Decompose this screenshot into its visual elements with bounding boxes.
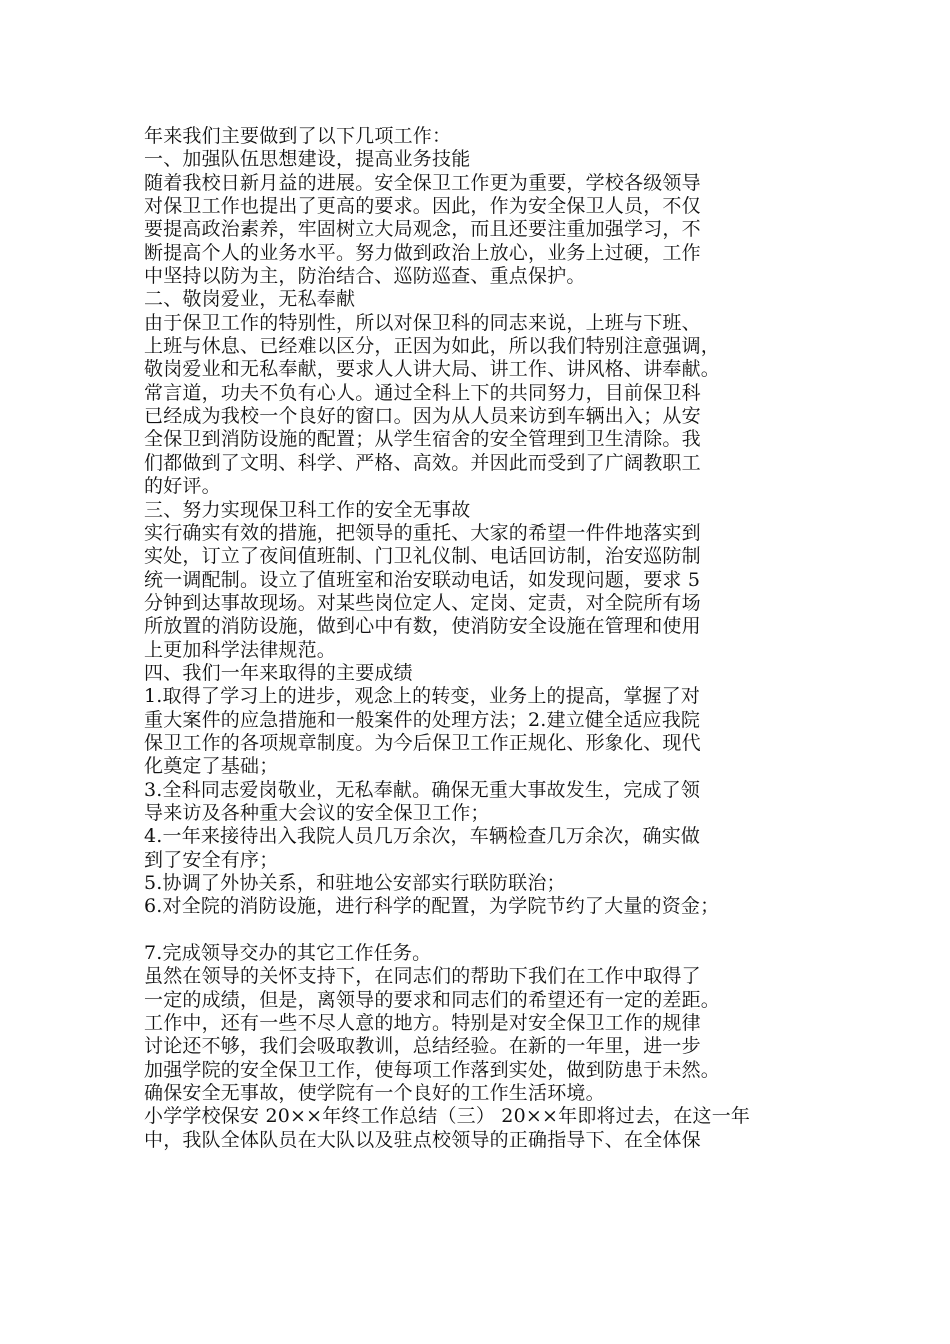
text-line: 们都做到了文明、科学、严格、高效。并因此而受到了广阔教职工 (144, 451, 701, 474)
text-line: 7.完成领导交办的其它工作任务。 (144, 942, 432, 965)
text-line: 中坚持以防为主，防治结合、巡防巡查、重点保护。 (144, 265, 586, 288)
text-line: 讨论还不够，我们会吸取教训，总结经验。在新的一年里，进一步 (144, 1035, 701, 1058)
text-line: 上班与休息、已经难以区分，正因为如此，所以我们特别注意强调， (144, 335, 721, 358)
text-line: 二、敬岗爱业，无私奉献 (144, 288, 356, 311)
text-line: 所放置的消防设施，做到心中有数，使消防安全设施在管理和使用 (144, 615, 701, 638)
text-line: 重大案件的应急措施和一般案件的处理方法；2.建立健全适应我院 (144, 708, 701, 731)
text-line: 一定的成绩，但是，离领导的要求和同志们的希望还有一定的差距。 (144, 988, 721, 1011)
text-line: 上更加科学法律规范。 (144, 638, 337, 661)
text-line: 的好评。 (144, 475, 221, 498)
text-line: 到了安全有序； (144, 848, 279, 871)
text-line: 年来我们主要做到了以下几项工作： (144, 125, 452, 147)
text-line: 由于保卫工作的特别性，所以对保卫科的同志来说，上班与下班、 (144, 311, 701, 334)
text-line: 实行确实有效的措施，把领导的重托、大家的希望一件件地落实到 (144, 521, 701, 544)
text-line: 常言道，功夫不负有心人。通过全科上下的共同努力，目前保卫科 (144, 381, 701, 404)
document-page (144, 125, 816, 1152)
text-line: 小学学校保安 20××年终工作总结（三） 20××年即将过去，在这一年 (144, 1105, 751, 1128)
blank-line (144, 919, 816, 942)
document-body (144, 125, 816, 1152)
text-line: 对保卫工作也提出了更高的要求。因此，作为安全保卫人员，不仅 (144, 195, 701, 218)
text-line: 已经成为我校一个良好的窗口。因为从人员来访到车辆出入；从安 (144, 405, 701, 428)
text-line: 化奠定了基础； (144, 755, 279, 778)
text-line: 导来访及各种重大会议的安全保卫工作； (144, 801, 490, 824)
text-line: 确保安全无事故，使学院有一个良好的工作生活环境。 (144, 1082, 605, 1105)
text-line: 虽然在领导的关怀支持下，在同志们的帮助下我们在工作中取得了 (144, 965, 701, 988)
text-line: 实处，订立了夜间值班制、门卫礼仪制、电话回访制，治安巡防制 (144, 545, 701, 568)
text-line: 中，我队全体队员在大队以及驻点校领导的正确指导下、在全体保 (144, 1128, 701, 1151)
text-line: 随着我校日新月益的进展。安全保卫工作更为重要，学校各级领导 (144, 171, 701, 194)
text-line: 5.协调了外协关系，和驻地公安部实行联防联治； (144, 872, 566, 894)
text-line: 敬岗爱业和无私奉献，要求人人讲大局、讲工作、讲风格、讲奉献。 (144, 358, 721, 381)
text-line: 四、我们一年来取得的主要成绩 (144, 661, 413, 684)
text-line: 三、努力实现保卫科工作的安全无事故 (144, 498, 471, 521)
text-line: 4.一年来接待出入我院人员几万余次，车辆检查几万余次，确实做 (144, 825, 701, 848)
text-line: 加强学院的安全保卫工作，使每项工作落到实处，做到防患于未然。 (144, 1058, 721, 1081)
text-line: 断提高个人的业务水平。努力做到政治上放心，业务上过硬，工作 (144, 241, 701, 264)
text-line: 1.取得了学习上的进步，观念上的转变，业务上的提高，掌握了对 (144, 685, 701, 708)
text-line: 全保卫到消防设施的配置；从学生宿舍的安全管理到卫生清除。我 (144, 428, 701, 451)
text-line: 保卫工作的各项规章制度。为今后保卫工作正规化、形象化、现代 (144, 731, 701, 754)
text-line: 分钟到达事故现场。对某些岗位定人、定岗、定责，对全院所有场 (144, 591, 701, 614)
text-line: 工作中，还有一些不尽人意的地方。特别是对安全保卫工作的规律 (144, 1012, 701, 1035)
text-line: 6.对全院的消防设施，进行科学的配置，为学院节约了大量的资金； (144, 895, 720, 918)
text-line: 要提高政治素养，牢固树立大局观念，而且还要注重加强学习，不 (144, 218, 701, 241)
text-line: 统一调配制。设立了值班室和治安联动电话，如发现问题，要求 5 (144, 568, 701, 591)
text-line: 3.全科同志爱岗敬业，无私奉献。确保无重大事故发生，完成了领 (144, 778, 701, 801)
text-line: 一、加强队伍思想建设，提高业务技能 (144, 148, 471, 171)
